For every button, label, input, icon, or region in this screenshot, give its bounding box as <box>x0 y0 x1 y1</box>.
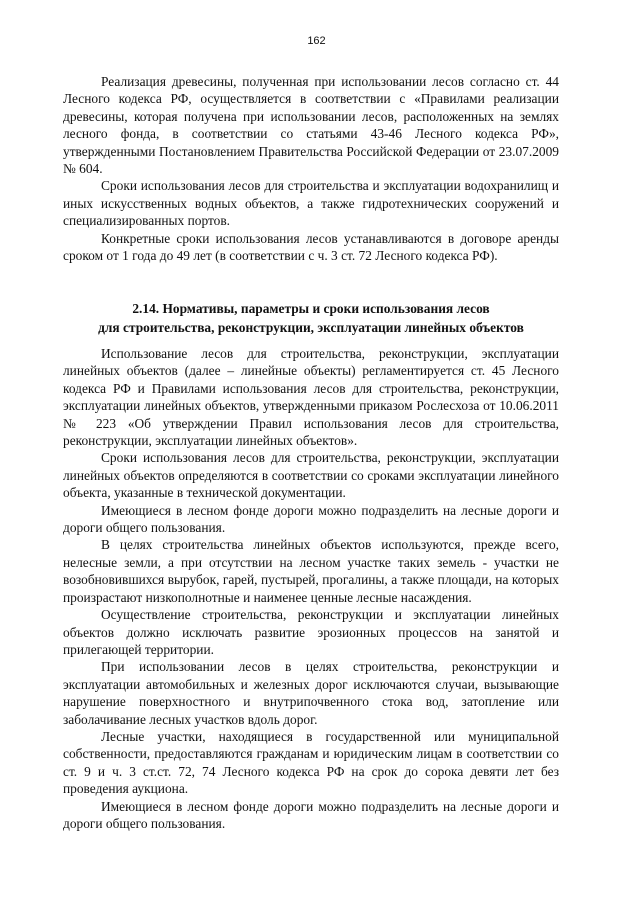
section-body <box>63 345 559 832</box>
paragraph: В целях строительства линейных объектов используются, прежде всего, нелесные земли, а при отсутствии на лесном участке таких земель - участки не возобновившихся вырубок, гарей, пустырей, прогалины, а также площади, на которых произрастают низкополнотные и наименее ценные лесные насаждения. <box>63 537 559 605</box>
paragraph: Лесные участки, находящиеся в государственной или муниципальной собственности, предоставляются гражданам и юридическим лицам в соответствии со ст. 9 и ч. 3 ст.ст. 72, 74 Лесного кодекса РФ на срок до сорока девяти лет без проведения аукциона. <box>63 728 559 797</box>
paragraph: Использование лесов для строительства, реконструкции, эксплуатации линейных объектов (далее – линейные объекты) регламентируется ст. 45 Лесного кодекса РФ и Правилами использования лесов для строительства, реконструкции, эксплуатации линейных объектов, утвержденными приказом Рослесхоза от 10.06.2011 № 223 «Об утверждении Правил использования лесов для строительства, реконструкции, эксплуатации линейных объектов». <box>63 346 559 449</box>
section-heading-line-2: для строительства, реконструкции, эксплуатации линейных объектов <box>98 320 524 335</box>
paragraph: Имеющиеся в лесном фонде дороги можно подразделить на лесные дороги и дороги общего пользования. <box>63 502 559 536</box>
paragraph: Конкретные сроки использования лесов устанавливаются в договоре аренды сроком от 1 года до 49 лет (в соответствии с ч. 3 ст. 72 Лесного кодекса РФ). <box>63 230 559 264</box>
paragraph: Сроки использования лесов для строительства и эксплуатации водохранилищ и иных искусственных водных объектов, а также гидротехнических сооружений и специализированных портов. <box>63 178 559 229</box>
section-heading <box>63 299 559 337</box>
paragraph: Сроки использования лесов для строительства, реконструкции, эксплуатации линейных объектов определяются в соответствии со сроками эксплуатации линейного объекта, указанные в технической документации. <box>63 450 559 501</box>
paragraph: Реализация древесины, полученная при использовании лесов согласно ст. 44 Лесного кодекса РФ, осуществляется в соответствии с «Правилами реализации древесины, которая получена при использовании лесов, расположенных на землях лесного фонда, в соответствии со статьями 43-46 Лесного кодекса РФ», утвержденными Постановлением Правительства Российской Федерации от 23.07.2009 № 604. <box>63 74 559 177</box>
section-heading-line-1: 2.14. Нормативы, параметры и сроки использования лесов <box>132 301 490 316</box>
paragraph: При использовании лесов в целях строительства, реконструкции и эксплуатации автомобильных и железных дорог исключаются случаи, вызывающие нарушение поверхностного и внутрипочвенного стока вод, затопление или заболачивание лесных участков вдоль дорог. <box>63 659 559 727</box>
paragraph: Имеющиеся в лесном фонде дороги можно подразделить на лесные дороги и дороги общего пользования. <box>63 798 559 831</box>
intro-text <box>63 73 559 264</box>
page-number: 162 <box>307 35 326 47</box>
paragraph: Осуществление строительства, реконструкции и эксплуатации линейных объектов должно исключать развитие эрозионных процессов на занятой и прилегающей территории. <box>63 607 559 657</box>
